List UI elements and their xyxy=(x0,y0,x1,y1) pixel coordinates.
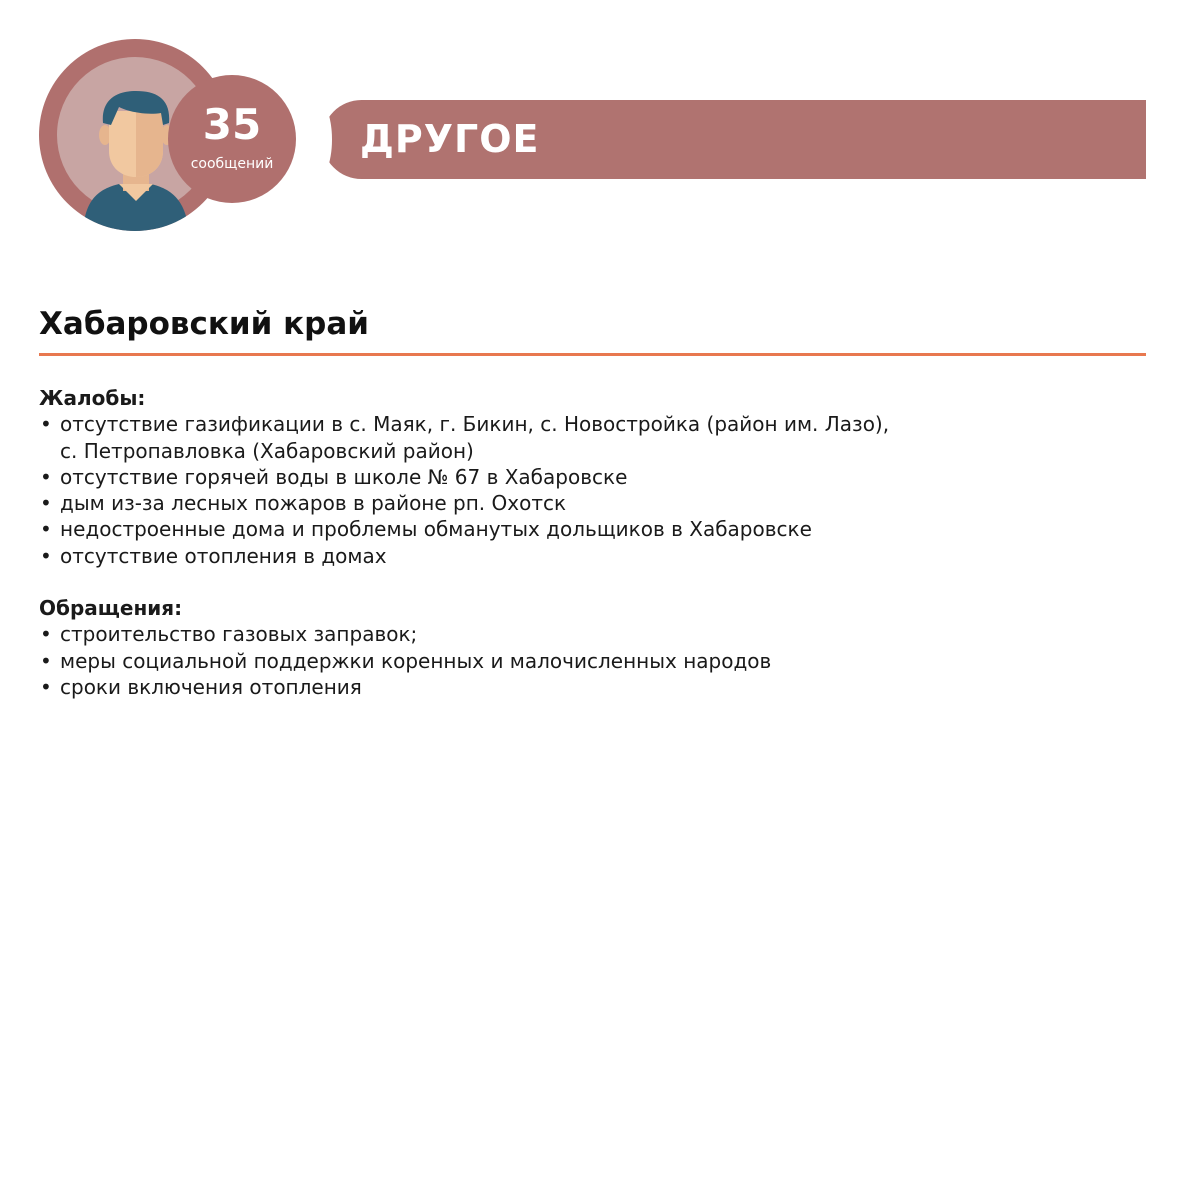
message-count: 35 xyxy=(202,100,262,149)
list-item: • отсутствие газификации в с. Маяк, г. Бикин, с. Новостройка (район им. Лазо), с. Петропавловка (Хабаровский район) xyxy=(39,411,910,464)
divider xyxy=(39,353,1146,356)
list-item: • недостроенные дома и проблемы обманутых дольщиков в Хабаровске xyxy=(39,516,1139,542)
list-item: • меры социальной поддержки коренных и малочисленных народов xyxy=(39,648,1139,674)
region-title: Хабаровский край xyxy=(39,306,370,342)
list-item: • отсутствие отопления в домах xyxy=(39,543,1139,569)
appeals-section xyxy=(39,595,1139,700)
appeals-list xyxy=(39,621,1139,700)
complaints-section xyxy=(39,385,1139,569)
list-item: • отсутствие горячей воды в школе № 67 в Хабаровске xyxy=(39,464,1139,490)
list-item: • дым из-за лесных пожаров в районе рп. Охотск xyxy=(39,490,1139,516)
content xyxy=(39,385,1139,700)
message-count-badge xyxy=(168,75,296,203)
section-gap xyxy=(39,569,1139,595)
category-banner-notch xyxy=(296,96,332,183)
message-count-label: сообщений xyxy=(190,156,274,172)
section-heading-appeals: Обращения: xyxy=(39,596,183,621)
category-title: ДРУГОЕ xyxy=(360,117,540,161)
complaints-list xyxy=(39,411,1139,569)
list-item: • сроки включения отопления xyxy=(39,674,1139,700)
list-item: • строительство газовых заправок; xyxy=(39,621,1139,647)
section-heading-complaints: Жалобы: xyxy=(39,386,146,410)
